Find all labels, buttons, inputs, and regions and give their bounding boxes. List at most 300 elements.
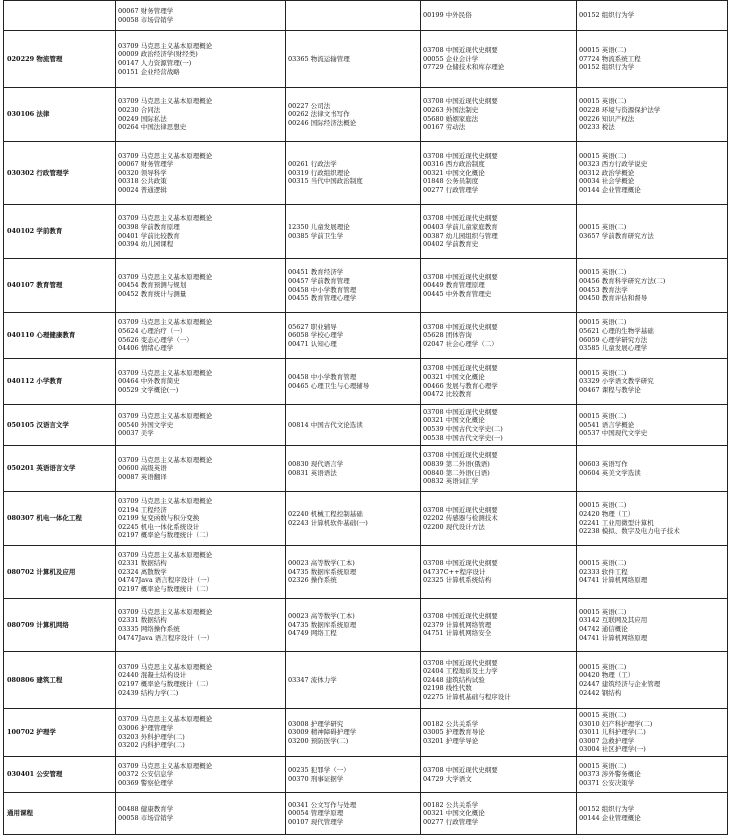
course-entry: 05628 团体咨询 bbox=[423, 331, 472, 340]
course-entry: 03007 急救护理学 bbox=[579, 736, 635, 745]
course-entry: 03585 儿童发展心理学 bbox=[579, 344, 648, 353]
course-cell-2 bbox=[286, 709, 421, 757]
course-entry: 02447 建筑经济与企业管理 bbox=[579, 680, 661, 688]
course-entry: 03708 中国近现代史纲要 bbox=[423, 407, 498, 416]
course-entry: 03657 学前教育研究方法 bbox=[579, 231, 654, 240]
course-entry: 03709 马克思主义基本原理概论 bbox=[118, 272, 213, 281]
course-cell-2 bbox=[286, 793, 421, 835]
table-row bbox=[4, 793, 728, 835]
course-entry: 04749 网络工程 bbox=[288, 629, 337, 638]
course-cell-1 bbox=[116, 88, 286, 142]
course-entry: 00015 英语(二) bbox=[579, 222, 627, 231]
course-cell-1 bbox=[116, 142, 286, 205]
course-entry: 04737C++程序设计 bbox=[423, 567, 486, 576]
table-row bbox=[4, 313, 728, 359]
course-entry: 00015 英语(二) bbox=[579, 151, 627, 160]
course-cell-2 bbox=[286, 205, 421, 259]
course-entry: 03709 马克思主义基本原理概论 bbox=[118, 497, 213, 506]
course-cell-2 bbox=[286, 492, 421, 546]
course-entry: 02241 工业用微型计算机 bbox=[579, 518, 654, 527]
course-cell-4 bbox=[577, 359, 728, 405]
course-cell-1 bbox=[116, 757, 286, 793]
course-cell-3 bbox=[421, 546, 577, 599]
course-entry: 00249 国际私法 bbox=[118, 114, 167, 123]
major-cell: 030302 行政管理学 bbox=[4, 142, 116, 205]
course-entry: 12350 儿童发展理论 bbox=[288, 222, 350, 231]
course-cell-4 bbox=[577, 546, 728, 599]
course-entry: 02420 物理（工） bbox=[579, 509, 635, 518]
course-entry: 00369 警察伦理学 bbox=[118, 778, 174, 787]
course-entry: 03709 马克思主义基本原理概论 bbox=[118, 214, 213, 223]
course-entry: 00009 政治经济学(财经类) bbox=[118, 50, 198, 59]
course-entry: 00262 法律文书写作 bbox=[288, 110, 350, 119]
course-entry: 03709 马克思主义基本原理概论 bbox=[118, 607, 213, 616]
course-entry: 00015 英语(二) bbox=[579, 46, 627, 55]
course-cell-1 bbox=[116, 599, 286, 652]
table-row bbox=[4, 1, 728, 31]
course-entry: 02439 结构力学(二) bbox=[118, 688, 179, 697]
course-cell-1 bbox=[116, 793, 286, 835]
course-entry: 02275 计算机基础与程序设计 bbox=[423, 692, 511, 701]
course-cell-4 bbox=[577, 446, 728, 492]
course-entry: 00814 中国古代文论选读 bbox=[288, 420, 363, 429]
table-row bbox=[4, 492, 728, 546]
course-entry: 00147 人力资源管理(一) bbox=[118, 59, 192, 67]
course-entry: 03347 流体力学 bbox=[288, 675, 337, 684]
course-entry: 03708 中国近现代史纲要 bbox=[423, 322, 498, 331]
course-entry: 02238 模拟、数字及电力电子技术 bbox=[579, 527, 680, 536]
course-entry: 00451 教育经济学 bbox=[288, 268, 344, 277]
course-entry: 03708 中国近现代史纲要 bbox=[423, 214, 498, 223]
course-entry: 00323 西方行政学说史 bbox=[579, 160, 648, 169]
course-entry: 00456 教育科学研究方法(二) bbox=[579, 276, 666, 285]
course-entry: 03329 小学语文教学研究 bbox=[579, 377, 654, 386]
course-cell-4 bbox=[577, 313, 728, 359]
course-entry: 03708 中国近现代史纲要 bbox=[423, 765, 498, 774]
course-entry: 00401 学前比较教育 bbox=[118, 231, 180, 240]
course-entry: 03709 马克思主义基本原理概论 bbox=[118, 41, 213, 50]
course-entry: 00488 健康教育学 bbox=[118, 804, 174, 813]
course-entry: 03200 预防医学(二) bbox=[288, 736, 349, 745]
course-cell-1 bbox=[116, 546, 286, 599]
course-entry: 00321 中国文化概论 bbox=[423, 416, 485, 425]
course-entry: 03010 妇产科护理学(二) bbox=[579, 719, 653, 728]
course-entry: 00015 英语(二) bbox=[579, 662, 627, 671]
course-entry: 06058 学校心理学 bbox=[288, 331, 344, 340]
course-cell-2 bbox=[286, 546, 421, 599]
course-entry: 03708 中国近现代史纲要 bbox=[423, 559, 498, 568]
course-entry: 03709 马克思主义基本原理概论 bbox=[118, 662, 213, 671]
course-entry: 00015 英语(二) bbox=[579, 268, 627, 277]
course-entry: 00373 涉外警务概论 bbox=[579, 770, 641, 779]
course-cell-4 bbox=[577, 259, 728, 313]
course-cell-3 bbox=[421, 88, 577, 142]
course-entry: 05621 心理的生物学基础 bbox=[579, 326, 654, 335]
course-entry: 03709 马克思主义基本原理概论 bbox=[118, 97, 213, 106]
course-entry: 00600 高级英语 bbox=[118, 464, 167, 473]
course-cell-2 bbox=[286, 359, 421, 405]
course-entry: 03709 马克思主义基本原理概论 bbox=[118, 761, 213, 770]
major-cell: 080307 机电一体化工程 bbox=[4, 492, 116, 546]
course-entry: 00832 英语词汇学 bbox=[423, 477, 479, 486]
course-entry: 00840 第二外语(日语) bbox=[423, 468, 490, 477]
course-cell-1 bbox=[116, 31, 286, 88]
major-cell: 020229 物流管理 bbox=[4, 31, 116, 88]
course-entry: 00144 企业管理概论 bbox=[579, 813, 641, 822]
course-entry: 00024 普通逻辑 bbox=[118, 185, 167, 194]
major-cell bbox=[4, 1, 116, 31]
course-entry: 00015 英语(二) bbox=[579, 412, 627, 421]
course-entry: 00034 社会学概论 bbox=[579, 177, 635, 186]
course-entry: 00318 公共政策 bbox=[118, 177, 167, 186]
course-cell-4 bbox=[577, 1, 728, 31]
course-entry: 00458 中小学教育管理 bbox=[288, 285, 357, 294]
major-cell: 080806 建筑工程 bbox=[4, 652, 116, 709]
course-entry: 00058 市场营销学 bbox=[118, 15, 174, 24]
course-entry: 03708 中国近现代史纲要 bbox=[423, 658, 498, 667]
course-entry: 03005 护理教育导论 bbox=[423, 728, 485, 737]
course-entry: 03709 马克思主义基本原理概论 bbox=[118, 412, 213, 421]
course-entry: 02240 机械工程控制基础 bbox=[288, 509, 363, 518]
course-entry: 02442 钢结构 bbox=[579, 688, 622, 697]
course-entry: 00603 英语写作 bbox=[579, 459, 628, 468]
course-entry: 00450 教育评估和督导 bbox=[579, 294, 648, 303]
table-row bbox=[4, 652, 728, 709]
course-entry: 02448 建筑结构试验 bbox=[423, 675, 485, 684]
course-entry: 00058 市场营销学 bbox=[118, 813, 174, 822]
course-schedule-body bbox=[4, 1, 728, 835]
course-entry: 00539 中国古代文学史(二) bbox=[423, 425, 503, 433]
course-entry: 03142 互联网及其应用 bbox=[579, 616, 648, 625]
table-row bbox=[4, 709, 728, 757]
table-row bbox=[4, 88, 728, 142]
course-entry: 03709 马克思主义基本原理概论 bbox=[118, 318, 213, 327]
course-cell-3 bbox=[421, 205, 577, 259]
course-cell-3 bbox=[421, 259, 577, 313]
course-entry: 00452 教育统计与测量 bbox=[118, 289, 187, 298]
course-entry: 00420 物理（工） bbox=[579, 671, 635, 680]
course-entry: 03011 儿科护理学(二) bbox=[579, 728, 646, 737]
course-entry: 00403 学前儿童家庭教育 bbox=[423, 222, 498, 231]
course-cell-3 bbox=[421, 405, 577, 446]
course-entry: 00152 组织行为学 bbox=[579, 11, 635, 20]
course-entry: 00228 环境与资源保护法学 bbox=[579, 105, 661, 114]
course-entry: 04406 情绪心理学 bbox=[118, 344, 174, 353]
course-entry: 00261 行政法学 bbox=[288, 160, 337, 169]
course-entry: 00472 比较教育 bbox=[423, 390, 472, 399]
course-entry: 00387 幼儿园组织与管理 bbox=[423, 231, 498, 240]
course-entry: 00467 课程与教学论 bbox=[579, 385, 641, 394]
course-entry: 05680 婚姻家庭法 bbox=[423, 114, 479, 123]
course-entry: 03201 护理学导论 bbox=[423, 736, 479, 745]
course-entry: 00015 英语(二) bbox=[579, 368, 627, 377]
course-entry: 02047 社会心理学（二） bbox=[423, 339, 498, 348]
course-entry: 00264 中国法律思想史 bbox=[118, 123, 187, 132]
course-entry: 04747Java 语言程序设计（一） bbox=[118, 633, 214, 642]
course-entry: 03708 中国近现代史纲要 bbox=[423, 364, 498, 373]
course-entry: 00465 心理卫生与心理辅导 bbox=[288, 381, 370, 390]
course-cell-3 bbox=[421, 757, 577, 793]
course-entry: 00023 高等数学(工本) bbox=[288, 612, 355, 621]
course-entry: 07724 物流系统工程 bbox=[579, 54, 641, 63]
major-cell: 030401 公安管理 bbox=[4, 757, 116, 793]
course-cell-1 bbox=[116, 359, 286, 405]
course-entry: 03708 中国近现代史纲要 bbox=[423, 46, 498, 55]
table-row bbox=[4, 259, 728, 313]
course-entry: 00182 公共关系学 bbox=[423, 719, 479, 728]
major-cell: 080702 计算机及应用 bbox=[4, 546, 116, 599]
course-entry: 00015 英语(二) bbox=[579, 501, 627, 510]
table-row bbox=[4, 546, 728, 599]
course-entry: 00144 企业管理概论 bbox=[579, 185, 641, 194]
course-cell-1 bbox=[116, 259, 286, 313]
course-cell-2 bbox=[286, 142, 421, 205]
course-cell-4 bbox=[577, 205, 728, 259]
course-entry: 00453 教育法学 bbox=[579, 285, 628, 294]
course-entry: 03708 中国近现代史纲要 bbox=[423, 451, 498, 460]
course-entry: 06059 心理学研究方法 bbox=[579, 335, 648, 344]
major-cell: 040102 学前教育 bbox=[4, 205, 116, 259]
course-cell-1 bbox=[116, 205, 286, 259]
course-cell-2 bbox=[286, 1, 421, 31]
course-cell-3 bbox=[421, 31, 577, 88]
course-entry: 00246 国际经济法概论 bbox=[288, 118, 357, 127]
course-entry: 00830 现代语言学 bbox=[288, 459, 344, 468]
course-entry: 01848 公务员制度 bbox=[423, 177, 479, 186]
course-entry: 00372 公安信息学 bbox=[118, 770, 174, 779]
course-entry: 00457 学前教育管理 bbox=[288, 276, 350, 285]
course-entry: 00316 西方政治制度 bbox=[423, 160, 485, 169]
course-entry: 02202 传感器与检测技术 bbox=[423, 514, 498, 523]
major-cell: 050201 英语语言文学 bbox=[4, 446, 116, 492]
course-entry: 00604 英美文学选读 bbox=[579, 468, 641, 477]
course-entry: 03708 中国近现代史纲要 bbox=[423, 97, 498, 106]
course-entry: 00321 中国文化概论 bbox=[423, 168, 485, 177]
course-entry: 00167 劳动法 bbox=[423, 123, 466, 132]
course-entry: 02326 操作系统 bbox=[288, 576, 337, 585]
course-entry: 02197 概率论与数理统计（二） bbox=[118, 584, 213, 593]
course-entry: 05627 职业辅导 bbox=[288, 322, 337, 331]
course-entry: 00054 管理学原理 bbox=[288, 809, 344, 818]
table-row bbox=[4, 205, 728, 259]
course-entry: 00055 企业会计学 bbox=[423, 54, 479, 63]
course-cell-4 bbox=[577, 142, 728, 205]
course-entry: 00831 英语语法 bbox=[288, 468, 337, 477]
course-entry: 00312 政治学概论 bbox=[579, 168, 635, 177]
course-entry: 03709 马克思主义基本原理概论 bbox=[118, 715, 213, 724]
course-cell-3 bbox=[421, 313, 577, 359]
course-entry: 00839 第二外语(俄语) bbox=[423, 459, 490, 468]
course-entry: 03335 网络操作系统 bbox=[118, 625, 180, 633]
table-row bbox=[4, 31, 728, 88]
course-schedule-table bbox=[3, 0, 728, 835]
course-entry: 00385 学前卫生学 bbox=[288, 231, 344, 240]
course-cell-4 bbox=[577, 492, 728, 546]
course-cell-3 bbox=[421, 793, 577, 835]
course-entry: 00067 财务管理学 bbox=[118, 160, 174, 169]
major-cell: 080709 计算机网络 bbox=[4, 599, 116, 652]
course-entry: 02194 工程经济 bbox=[118, 505, 167, 514]
course-entry: 00319 行政组织理论 bbox=[288, 168, 350, 177]
course-entry: 00235 犯罪学（一） bbox=[288, 765, 350, 774]
course-entry: 00529 文学概论(一) bbox=[118, 385, 179, 394]
course-entry: 04735 数据库系统原理 bbox=[288, 567, 357, 576]
course-entry: 00315 当代中国政治制度 bbox=[288, 177, 363, 186]
table-row bbox=[4, 446, 728, 492]
course-cell-2 bbox=[286, 757, 421, 793]
course-entry: 00458 中小学教育管理 bbox=[288, 372, 357, 381]
course-cell-2 bbox=[286, 259, 421, 313]
course-entry: 03365 物流运输管理 bbox=[288, 54, 350, 63]
course-entry: 00015 英语(二) bbox=[579, 318, 627, 327]
course-entry: 03203 外科护理学(二) bbox=[118, 732, 185, 741]
course-entry: 00152 组织行为学 bbox=[579, 63, 635, 72]
course-cell-4 bbox=[577, 652, 728, 709]
course-cell-1 bbox=[116, 405, 286, 446]
course-entry: 04747Java 语言程序设计（一） bbox=[118, 576, 214, 585]
course-entry: 02198 线性代数 bbox=[423, 684, 472, 693]
course-cell-3 bbox=[421, 599, 577, 652]
course-entry: 02404 工程地质及土力学 bbox=[423, 667, 498, 676]
course-cell-3 bbox=[421, 142, 577, 205]
course-entry: 00445 中外教育管理史 bbox=[423, 289, 492, 298]
course-entry: 00023 高等数学(工本) bbox=[288, 559, 355, 568]
course-entry: 00541 语言学概论 bbox=[579, 420, 635, 429]
course-entry: 02197 概率论与数理统计（二） bbox=[118, 680, 213, 688]
course-entry: 00233 税法 bbox=[579, 123, 615, 132]
table-row bbox=[4, 359, 728, 405]
major-cell: 通用课程 bbox=[4, 793, 116, 835]
major-cell: 040107 教育管理 bbox=[4, 259, 116, 313]
course-entry: 00015 英语(二) bbox=[579, 761, 627, 770]
course-entry: 00398 学前教育原理 bbox=[118, 222, 180, 231]
course-entry: 04742 通信概论 bbox=[579, 625, 628, 633]
course-entry: 00015 英语(二) bbox=[579, 607, 627, 616]
course-cell-3 bbox=[421, 492, 577, 546]
course-entry: 02243 计算机软件基础(一) bbox=[288, 518, 368, 527]
course-entry: 07729 仓储技术和库存理论 bbox=[423, 63, 505, 72]
course-entry: 00227 公司法 bbox=[288, 101, 331, 110]
course-cell-3 bbox=[421, 446, 577, 492]
course-cell-2 bbox=[286, 405, 421, 446]
course-entry: 00466 发展与教育心理学 bbox=[423, 381, 498, 390]
course-entry: 02379 计算机网络管理 bbox=[423, 620, 492, 629]
course-entry: 00037 美学 bbox=[118, 429, 154, 438]
course-entry: 02245 机电一体化系统设计 bbox=[118, 522, 200, 531]
course-entry: 00540 外国文学史 bbox=[118, 420, 174, 429]
course-cell-4 bbox=[577, 793, 728, 835]
course-entry: 03709 马克思主义基本原理概论 bbox=[118, 151, 213, 160]
major-cell: 050105 汉语言文学 bbox=[4, 405, 116, 446]
course-entry: 03708 中国近现代史纲要 bbox=[423, 272, 498, 281]
course-cell-3 bbox=[421, 709, 577, 757]
course-entry: 05626 变态心理学（一） bbox=[118, 335, 193, 344]
course-entry: 05624 心理治疗（一） bbox=[118, 326, 187, 335]
course-entry: 00538 中国古代文学史(一) bbox=[423, 433, 503, 442]
course-cell-2 bbox=[286, 31, 421, 88]
course-entry: 00151 企业经营战略 bbox=[118, 67, 180, 76]
course-cell-2 bbox=[286, 313, 421, 359]
table-row bbox=[4, 757, 728, 793]
course-cell-2 bbox=[286, 446, 421, 492]
course-entry: 03006 护理管理学 bbox=[118, 723, 174, 732]
major-cell: 030106 法律 bbox=[4, 88, 116, 142]
course-entry: 04751 计算机网络安全 bbox=[423, 629, 492, 638]
course-entry: 00067 财务管理学 bbox=[118, 6, 174, 15]
course-cell-2 bbox=[286, 88, 421, 142]
course-cell-3 bbox=[421, 652, 577, 709]
course-entry: 00277 行政管理学 bbox=[423, 817, 479, 826]
course-entry: 02200 现代设计方法 bbox=[423, 522, 485, 531]
course-entry: 02325 计算机系统结构 bbox=[423, 576, 492, 585]
course-cell-1 bbox=[116, 446, 286, 492]
course-cell-4 bbox=[577, 88, 728, 142]
course-entry: 02331 数据结构 bbox=[118, 616, 167, 625]
course-cell-3 bbox=[421, 359, 577, 405]
course-entry: 00230 合同法 bbox=[118, 105, 161, 114]
major-cell: 040110 心理健康教育 bbox=[4, 313, 116, 359]
course-entry: 00394 幼儿园课程 bbox=[118, 240, 174, 249]
table-row bbox=[4, 599, 728, 652]
course-cell-1 bbox=[116, 709, 286, 757]
course-cell-2 bbox=[286, 599, 421, 652]
course-entry: 00370 刑事证据学 bbox=[288, 774, 344, 783]
table-row bbox=[4, 405, 728, 446]
course-entry: 00182 公共关系学 bbox=[423, 800, 479, 809]
course-entry: 00455 教育管理心理学 bbox=[288, 294, 357, 303]
course-entry: 00454 教育预测与规划 bbox=[118, 281, 187, 290]
course-entry: 00341 公文写作与处理 bbox=[288, 800, 357, 809]
course-entry: 00015 英语(二) bbox=[579, 559, 627, 568]
course-entry: 00321 中国文化概论 bbox=[423, 372, 485, 381]
course-entry: 00015 英语(二) bbox=[579, 97, 627, 106]
course-entry: 04741 计算机网络原理 bbox=[579, 576, 648, 585]
course-entry: 00277 行政管理学 bbox=[423, 185, 479, 194]
course-cell-1 bbox=[116, 1, 286, 31]
course-cell-4 bbox=[577, 31, 728, 88]
course-entry: 00226 知识产权法 bbox=[579, 114, 635, 123]
course-entry: 03708 中国近现代史纲要 bbox=[423, 505, 498, 514]
course-entry: 00087 英语翻译 bbox=[118, 472, 167, 481]
course-entry: 04729 大学语文 bbox=[423, 774, 472, 783]
course-cell-4 bbox=[577, 405, 728, 446]
course-cell-4 bbox=[577, 757, 728, 793]
course-entry: 03004 社区护理学(一) bbox=[579, 745, 646, 754]
course-cell-2 bbox=[286, 652, 421, 709]
course-entry: 00471 认知心理 bbox=[288, 339, 337, 348]
course-entry: 02440 混凝土结构设计 bbox=[118, 671, 187, 680]
major-cell: 100702 护理学 bbox=[4, 709, 116, 757]
course-cell-1 bbox=[116, 313, 286, 359]
course-entry: 03709 马克思主义基本原理概论 bbox=[118, 550, 213, 559]
course-entry: 03009 精神障碍护理学 bbox=[288, 728, 357, 737]
course-entry: 03708 中国近现代史纲要 bbox=[423, 612, 498, 621]
course-entry: 02331 数据结构 bbox=[118, 559, 167, 568]
course-entry: 00263 外国法制史 bbox=[423, 105, 479, 114]
course-entry: 02197 概率论与数理统计（二） bbox=[118, 531, 213, 540]
course-entry: 03202 内科护理学(二) bbox=[118, 741, 185, 750]
course-entry: 04741 计算机网络原理 bbox=[579, 633, 648, 642]
course-entry: 00321 中国文化概论 bbox=[423, 809, 485, 818]
course-cell-4 bbox=[577, 709, 728, 757]
course-entry: 00320 领导科学 bbox=[118, 168, 167, 177]
course-entry: 00449 教育管理原理 bbox=[423, 281, 485, 290]
course-entry: 00464 中外教育简史 bbox=[118, 377, 180, 386]
major-cell: 040112 小学教育 bbox=[4, 359, 116, 405]
course-entry: 00152 组织行为学 bbox=[579, 804, 635, 813]
course-entry: 03709 马克思主义基本原理概论 bbox=[118, 455, 213, 464]
course-cell-4 bbox=[577, 599, 728, 652]
